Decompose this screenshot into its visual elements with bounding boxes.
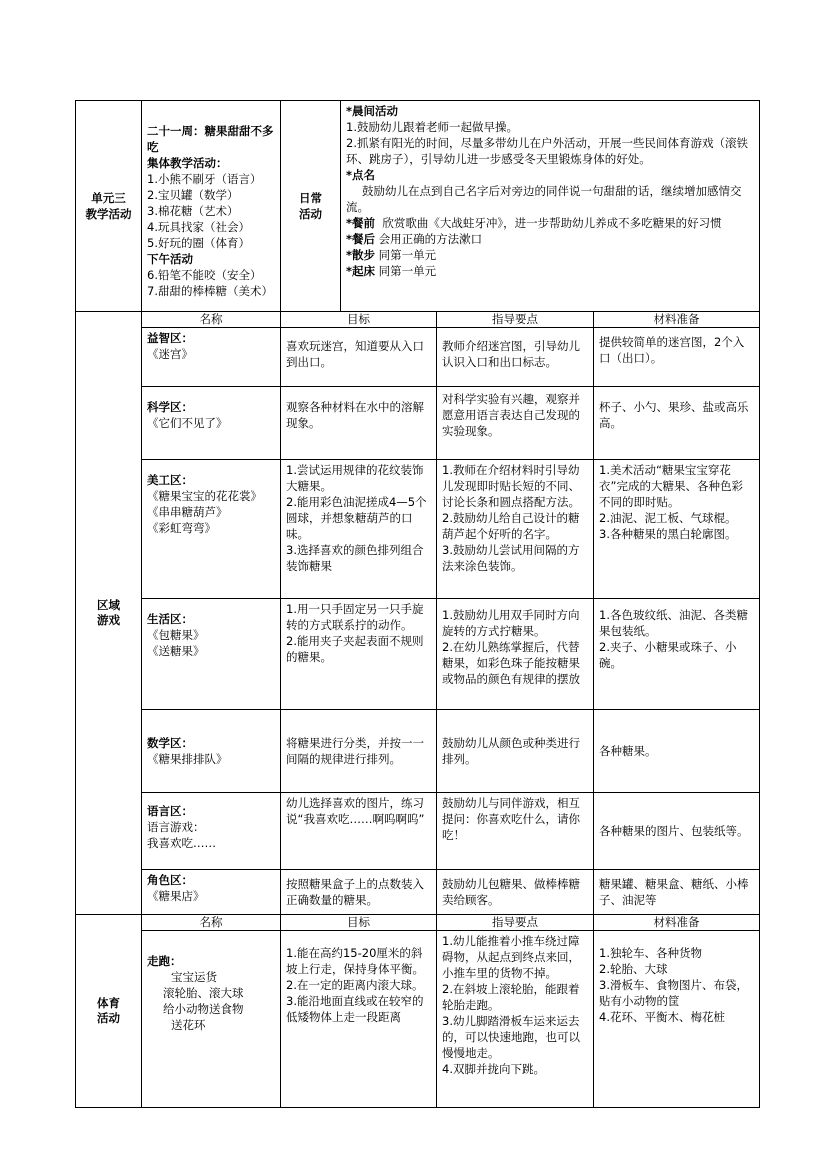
area-goal-cell (281, 599, 437, 710)
area-label-cell (76, 312, 142, 915)
area-guide-cell (437, 710, 594, 793)
pe-goal-line: 3.能沿地面直线或在较窄的低矮物体上走一段距离 (286, 994, 424, 1024)
area-guide-cell (437, 328, 594, 387)
pe-goal-line: 1.能在高约15-20厘米的斜坡上行走，保持身体平衡。 (286, 946, 424, 976)
pe-name-line: 给小动物送食物 (163, 1002, 244, 1016)
pe-name-line: 宝宝运货 (171, 970, 217, 984)
area-name-cell (142, 460, 281, 599)
area-material-line: 3.各种糖果的黑白轮廓图。 (599, 527, 737, 541)
afternoon-item: 6.铅笔不能咬（安全） (147, 268, 262, 282)
pe-guide-line: 2.在斜坡上滚轮胎，能跟着轮胎走跑。 (442, 982, 580, 1012)
pe-header-material: 材料准备 (594, 915, 760, 931)
pe-guide-cell (437, 931, 594, 1108)
afternoon-title: 下午活动 (147, 252, 193, 266)
pe-goal-line: 2.在一定的距离内滚大球。 (286, 978, 424, 992)
area-guide-cell (437, 870, 594, 915)
pe-row (76, 931, 760, 1108)
area-header-row (76, 312, 760, 328)
unit-row (76, 101, 760, 312)
area-material-line: 2.夹子、小糖果或珠子、小碗。 (599, 640, 737, 670)
area-name-title: 生活区： (147, 612, 193, 626)
pe-label-2: 活动 (97, 1011, 120, 1025)
afternoon-item: 7.甜甜的棒棒糖（美术） (147, 284, 273, 298)
collective-item: 5.好玩的圈（体育） (147, 236, 250, 250)
area-row (76, 460, 760, 599)
area-name-title: 美工区： (147, 473, 193, 487)
area-name-title: 益智区： (147, 331, 193, 345)
unit-title-1: 单元三 (91, 191, 126, 205)
area-goal-line: 观察各种材料在水中的溶解现象。 (286, 400, 424, 430)
pe-material-cell (594, 931, 760, 1108)
rollcall-text: 鼓励幼儿在点到自己名字后对旁边的同伴说一句甜甜的话，继续增加感情交流。 (346, 184, 742, 214)
area-goal-cell (281, 460, 437, 599)
area-guide-line: 鼓励幼儿与同伴游戏，相互提问：你喜欢吃什么，请你吃！ (442, 796, 580, 842)
collective-item: 1.小熊不刷牙（语言） (147, 172, 262, 186)
area-material-cell (594, 460, 760, 599)
pe-label-1: 体育 (97, 996, 120, 1010)
unit-title-2: 教学活动 (85, 207, 132, 221)
daily-content-cell (341, 101, 760, 312)
pe-name-line: 送花环 (171, 1018, 206, 1032)
area-name-cell (142, 870, 281, 915)
area-goal-line: 1.用一只手固定另一只手旋转的方式联系拧的动作。 (286, 602, 424, 632)
area-header-guide: 指导要点 (437, 312, 594, 328)
collective-item: 3.棉花糖（艺术） (147, 204, 239, 218)
collective-item: 4.玩具找家（社会） (147, 220, 250, 234)
area-name-line: 我喜欢吃…… (147, 836, 216, 850)
area-material-line: 1.各色玻纹纸、油泥、各类糖果包装纸。 (599, 608, 748, 638)
area-guide-line: 鼓励幼儿从颜色或种类进行排列。 (442, 736, 580, 766)
area-name-title: 科学区： (147, 400, 193, 414)
area-goal-line: 幼儿选择喜欢的图片，练习说“我喜欢吃……啊呜啊呜” (286, 796, 425, 826)
area-material-line: 2.油泥、泥工板、气球棍。 (599, 511, 737, 525)
area-goal-cell (281, 870, 437, 915)
area-material-cell (594, 328, 760, 387)
walk-title: *散步 (346, 248, 376, 262)
pe-guide-line: 3.幼儿脚踏滑板车运来运去的，可以快速地跑，也可以慢慢地走。 (442, 1014, 580, 1060)
area-material-cell (594, 387, 760, 460)
pe-goal-cell (281, 931, 437, 1108)
area-guide-cell (437, 599, 594, 710)
area-name-line: 《糖果宝宝的花花裳》 (147, 489, 262, 503)
area-material-line: 杯子、小勺、果珍、盐或高乐高。 (599, 400, 749, 430)
area-goal-cell (281, 793, 437, 870)
unit-label-cell (76, 101, 142, 312)
area-name-title: 语言区： (147, 804, 193, 818)
area-row (76, 599, 760, 710)
pe-name-title: 走跑： (147, 954, 182, 968)
daily-label-cell (281, 101, 341, 312)
area-material-line: 提供较简单的迷宫图，2个入口（出口）。 (599, 335, 745, 365)
area-row (76, 328, 760, 387)
area-name-line: 《迷宫》 (147, 347, 193, 361)
area-name-line: 《包糖果》 (147, 628, 205, 642)
getup-text: 同第一单元 (378, 264, 437, 278)
walk-text: 同第一单元 (378, 248, 437, 262)
area-header-goal: 目标 (281, 312, 437, 328)
area-name-cell (142, 710, 281, 793)
area-guide-line: 1.鼓励幼儿用双手同时方向旋转的方式拧糖果。 (442, 608, 580, 638)
area-goal-line: 2.能用夹子夹起表面不规则的糖果。 (286, 634, 424, 664)
area-guide-cell (437, 793, 594, 870)
week-title: 二十一周：糖果甜甜不多吃 (147, 124, 274, 154)
area-label-1: 区域 (97, 598, 120, 612)
pe-material-line: 1.独轮车、各种货物 (599, 946, 702, 960)
area-name-line: 语言游戏： (147, 820, 205, 834)
area-name-title: 数学区： (147, 736, 193, 750)
rollcall-title: *点名 (346, 168, 376, 182)
area-goal-line: 3.选择喜欢的颜色排列组合装饰糖果 (286, 543, 424, 573)
pe-material-line: 2.轮胎、大球 (599, 962, 668, 976)
area-guide-line: 3.鼓励幼儿尝试用间隔的方法来涂色装饰。 (442, 543, 580, 573)
area-goal-line: 按照糖果盒子上的点数装入正确数量的糖果。 (286, 877, 424, 907)
area-name-line: 《它们不见了》 (147, 416, 228, 430)
pe-label-cell (76, 915, 142, 1108)
pe-header-name: 名称 (142, 915, 281, 931)
area-material-cell (594, 793, 760, 870)
area-goal-cell (281, 387, 437, 460)
collective-item: 2.宝贝罐（数学） (147, 188, 239, 202)
daily-title-2: 活动 (299, 207, 322, 221)
before-meal-text: 欣赏歌曲《大战蛀牙冲》，进一步帮助幼儿养成不多吃糖果的好习惯 (382, 216, 722, 230)
after-meal-text: 会用正确的方法漱口 (378, 232, 483, 246)
area-material-line: 1.美术活动“糖果宝宝穿花衣”完成的大糖果、各种色彩不同的即时贴。 (599, 463, 743, 509)
area-guide-cell (437, 460, 594, 599)
after-meal-title: *餐后 (346, 232, 376, 246)
area-row (76, 793, 760, 870)
area-guide-cell (437, 387, 594, 460)
area-name-line: 《送糖果》 (147, 644, 205, 658)
area-goal-cell (281, 710, 437, 793)
pe-material-line: 4.花环、平衡木、梅花桩 (599, 1010, 725, 1024)
area-material-line: 各种糖果。 (599, 744, 657, 758)
area-row (76, 387, 760, 460)
pe-material-line: 3.滑板车、食物图片、布袋，贴有小动物的筐 (599, 978, 748, 1008)
area-material-cell (594, 599, 760, 710)
area-goal-line: 1.尝试运用规律的花纹装饰大糖果。 (286, 463, 424, 493)
area-material-line: 各种糖果的图片、包装纸等。 (599, 824, 749, 838)
area-goal-cell (281, 328, 437, 387)
area-guide-line: 2.在幼儿熟练掌握后，代替糖果，如彩色珠子能按糖果或物品的颜色有规律的摆放 (442, 640, 580, 686)
collective-title: 集体教学活动： (147, 156, 228, 170)
area-name-cell (142, 387, 281, 460)
pe-name-line: 滚轮胎、滚大球 (163, 986, 244, 1000)
area-label-2: 游戏 (97, 613, 120, 627)
area-goal-line: 喜欢玩迷宫，知道要从入口到出口。 (286, 339, 424, 369)
area-guide-line: 鼓励幼儿包糖果、做棒棒糖卖给顾客。 (442, 877, 580, 907)
getup-title: *起床 (346, 264, 376, 278)
pe-guide-line: 1.幼儿能推着小推车绕过障碍物，从起点到终点来回，小推车里的货物不掉。 (442, 934, 580, 980)
area-material-line: 糖果罐、糖果盒、糖纸、小棒子、油泥等 (599, 877, 749, 907)
area-name-line: 《串串糖葫芦》 (147, 505, 228, 519)
collective-cell (142, 101, 281, 312)
area-row (76, 710, 760, 793)
area-name-cell (142, 793, 281, 870)
area-header-material: 材料准备 (594, 312, 760, 328)
area-name-cell (142, 328, 281, 387)
area-material-cell (594, 870, 760, 915)
morning-title: *晨间活动 (346, 104, 399, 118)
morning-item: 2.抓紧有阳光的时间，尽量多带幼儿在户外活动，开展一些民间体育游戏（滚铁环、跳房子），引导幼儿进一步感受冬天里锻炼身体的好处。 (346, 136, 748, 166)
pe-header-row (76, 915, 760, 931)
plan-table (75, 100, 760, 1108)
area-name-line: 《糖果店》 (147, 889, 205, 903)
area-row (76, 870, 760, 915)
area-guide-line: 2.鼓励幼儿给自己设计的糖葫芦起个好听的名字。 (442, 511, 580, 541)
area-material-cell (594, 710, 760, 793)
area-guide-line: 对科学实验有兴趣，观察并愿意用语言表达自己发现的实验现象。 (442, 392, 580, 438)
area-goal-line: 2.能用彩色油泥搓成4—5个圆球，并想象糖葫芦的口味。 (286, 495, 427, 541)
area-name-line: 《彩虹弯弯》 (147, 521, 216, 535)
pe-header-goal: 目标 (281, 915, 437, 931)
area-name-cell (142, 599, 281, 710)
area-header-name: 名称 (142, 312, 281, 328)
area-guide-line: 教师介绍迷宫图，引导幼儿认识入口和出口标志。 (442, 339, 580, 369)
area-guide-line: 1.教师在介绍材料时引导幼儿发现即时贴长短的不同、讨论长条和圆点搭配方法。 (442, 463, 580, 509)
pe-guide-line: 4.双脚并拢向下跳。 (442, 1062, 545, 1076)
pe-name-cell (142, 931, 281, 1108)
area-name-line: 《糖果排排队》 (147, 752, 228, 766)
area-name-title: 角色区： (147, 873, 193, 887)
morning-item: 1.鼓励幼儿跟着老师一起做早操。 (346, 120, 518, 134)
pe-header-guide: 指导要点 (437, 915, 594, 931)
before-meal-title: *餐前 (346, 216, 376, 230)
daily-title-1: 日常 (299, 191, 322, 205)
area-goal-line: 将糖果进行分类，并按一一间隔的规律进行排列。 (286, 736, 424, 766)
